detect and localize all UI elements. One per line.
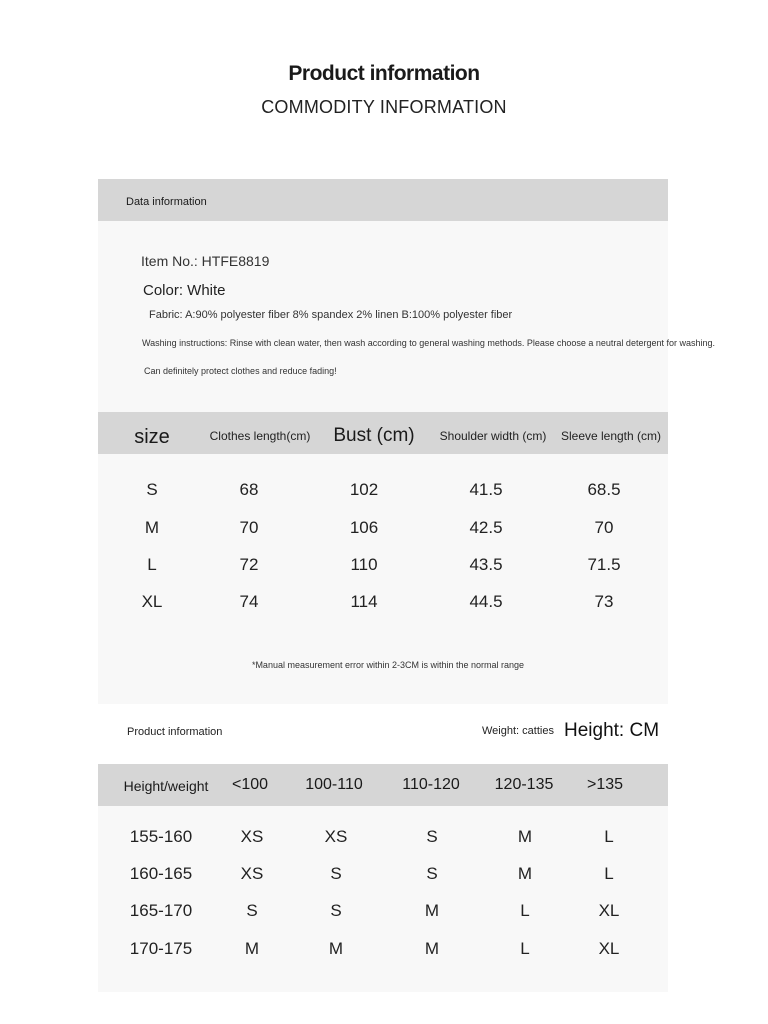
measurement-note: *Manual measurement error within 2-3CM is within the normal range — [251, 660, 525, 670]
clothes-length-cell: 72 — [239, 555, 259, 574]
clothes-length-cell: 68 — [239, 480, 259, 499]
size-cell: XS — [324, 827, 348, 846]
height-range-cell: 155-160 — [129, 827, 193, 846]
shoulder-width-cell: 41.5 — [469, 480, 503, 499]
size-cell: XL — [141, 592, 163, 611]
weight-range-header: >135 — [586, 776, 624, 793]
page-title: Product information — [288, 62, 480, 85]
height-range-cell: 165-170 — [129, 901, 193, 920]
size-cell: M — [517, 864, 533, 883]
weight-unit-label: Weight: catties — [482, 725, 554, 737]
size-cell: S — [246, 901, 258, 920]
product-information-label: Product information — [127, 726, 223, 738]
weight-range-header: 110-120 — [402, 776, 460, 793]
bust-cell: 106 — [349, 518, 379, 537]
height-unit-label: Height: CM — [564, 720, 660, 741]
weight-range-header: 120-135 — [494, 776, 554, 793]
clothes-length-cell: 74 — [239, 592, 259, 611]
size-cell: M — [328, 939, 344, 958]
bust-cell: 110 — [350, 555, 378, 574]
clothes-length-header: Clothes length(cm) — [209, 429, 311, 443]
item-number: Item No.: HTFE8819 — [141, 253, 270, 269]
page-subtitle: COMMODITY INFORMATION — [261, 97, 507, 117]
size-cell: M — [144, 518, 160, 537]
size-table-header — [98, 412, 668, 454]
bust-cell: 114 — [350, 592, 378, 611]
height-range-cell: 160-165 — [129, 864, 193, 883]
size-cell: XS — [240, 827, 264, 846]
bust-header: Bust (cm) — [333, 425, 415, 446]
fabric-info: Fabric: A:90% polyester fiber 8% spandex 2% linen B:100% polyester fiber — [149, 309, 513, 321]
size-cell: M — [244, 939, 260, 958]
size-cell: L — [520, 901, 530, 920]
height-weight-table-header — [98, 764, 668, 806]
size-cell: M — [517, 827, 533, 846]
size-cell: S — [330, 864, 342, 883]
size-cell: L — [604, 827, 614, 846]
sleeve-length-cell: 68.5 — [587, 480, 621, 499]
size-cell: S — [426, 864, 438, 883]
clothes-length-cell: 70 — [239, 518, 259, 537]
data-information-label: Data information — [126, 196, 207, 208]
sleeve-length-cell: 70 — [594, 518, 614, 537]
shoulder-width-header: Shoulder width (cm) — [439, 429, 547, 443]
size-cell: L — [520, 939, 530, 958]
shoulder-width-cell: 42.5 — [469, 518, 503, 537]
weight-range-header: <100 — [231, 776, 269, 793]
shoulder-width-cell: 44.5 — [469, 592, 503, 611]
size-cell: M — [424, 939, 440, 958]
data-information-bar — [98, 179, 668, 221]
data-information-panel — [98, 221, 715, 412]
sleeve-length-cell: 71.5 — [587, 555, 621, 574]
shoulder-width-cell: 43.5 — [469, 555, 503, 574]
item-color: Color: White — [143, 282, 226, 299]
size-cell: L — [604, 864, 614, 883]
weight-range-header: 100-110 — [305, 776, 363, 793]
size-table-body — [98, 454, 668, 704]
size-cell: M — [424, 901, 440, 920]
washing-instructions: Washing instructions: Rinse with clean water, then wash according to general washing methods. Please choose a neutral detergent for washing. — [142, 338, 715, 348]
height-range-cell: 170-175 — [129, 939, 193, 958]
size-cell: S — [330, 901, 342, 920]
size-cell: XS — [240, 864, 264, 883]
height-weight-header: Height/weight — [123, 778, 209, 794]
sleeve-length-header: Sleeve length (cm) — [560, 429, 662, 443]
protect-note: Can definitely protect clothes and reduce fading! — [144, 366, 337, 376]
bust-cell: 102 — [349, 480, 379, 499]
size-cell: L — [147, 555, 157, 574]
sleeve-length-cell: 73 — [594, 592, 614, 611]
height-weight-table-body — [98, 806, 668, 992]
size-cell: XL — [598, 939, 620, 958]
size-cell: S — [426, 827, 438, 846]
size-cell: S — [146, 480, 158, 499]
size-cell: XL — [598, 901, 620, 920]
size-header: size — [134, 426, 170, 448]
